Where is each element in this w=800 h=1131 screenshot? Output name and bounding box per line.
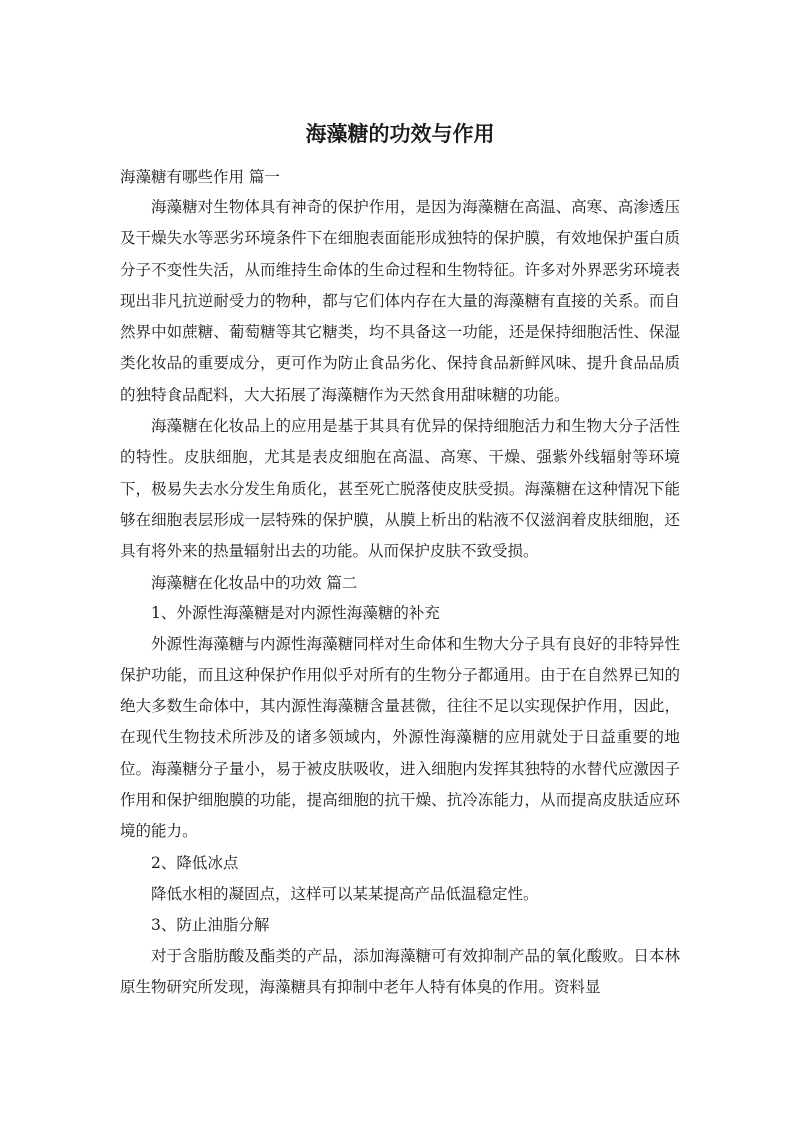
paragraph-5: 对于含脂肪酸及酯类的产品，添加海藻糖可有效抑制产品的氧化酸败。日本林原生物研究所发现，海藻糖具有抑制中老年人特有体臭的作用。资料显 <box>120 946 680 997</box>
item-heading-3: 3、防止油脂分解 <box>151 915 270 934</box>
document-title: 海藻糖的功效与作用 <box>305 122 495 146</box>
paragraph-2: 海藻糖在化妆品上的应用是基于其具有优异的保持细胞活力和生物大分子活性的特性。皮肤细胞，尤其是表皮细胞在高温、高寒、干燥、强紫外线辐射等环境下，极易失去水分发生角质化，甚至死亡脱落使皮肤受损。海藻糖在这种情况下能够在细胞表层形成一层特殊的保护膜，从膜上析出的粘液不仅滋润着皮肤细胞，还具有将外来的热量辐射出去的功能。从而保护皮肤不致受损。 <box>120 417 680 561</box>
paragraph-1: 海藻糖对生物体具有神奇的保护作用，是因为海藻糖在高温、高寒、高渗透压及干燥失水等恶劣环境条件下在细胞表面能形成独特的保护膜，有效地保护蛋白质分子不变性失活，从而维持生命体的生命过程和生物特征。许多对外界恶劣环境表现出非凡抗逆耐受力的物种，都与它们体内存在大量的海藻糖有直接的关系。而自然界中如蔗糖、葡萄糖等其它糖类，均不具备这一功能，还是保持细胞活性、保湿类化妆品的重要成分，更可作为防止食品劣化、保持食品新鲜风味、提升食品品质的独特食品配料，大大拓展了海藻糖作为天然食用甜味糖的功能。 <box>120 198 680 404</box>
section-heading-2: 海藻糖在化妆品中的功效 篇二 <box>151 573 358 592</box>
paragraph-3: 外源性海藻糖与内源性海藻糖同样对生命体和生物大分子具有良好的非特异性保护功能，而且这种保护作用似乎对所有的生物分子都通用。由于在自然界已知的绝大多数生命体中，其内源性海藻糖含量甚微，往往不足以实现保护作用，因此，在现代生物技术所涉及的诸多领域内，外源性海藻糖的应用就处于日益重要的地位。海藻糖分子量小，易于被皮肤吸收，进入细胞内发挥其独特的水替代应激因子作用和保护细胞膜的功能，提高细胞的抗干燥、抗冷冻能力，从而提高皮肤适应环境的能力。 <box>120 634 680 841</box>
paragraph-4: 降低水相的凝固点，这样可以某某提高产品低温稳定性。 <box>151 884 539 903</box>
section-heading-1: 海藻糖有哪些作用 篇一 <box>120 168 280 186</box>
item-heading-1: 1、外源性海藻糖是对内源性海藻糖的补充 <box>151 603 440 622</box>
item-heading-2: 2、降低冰点 <box>151 853 239 872</box>
